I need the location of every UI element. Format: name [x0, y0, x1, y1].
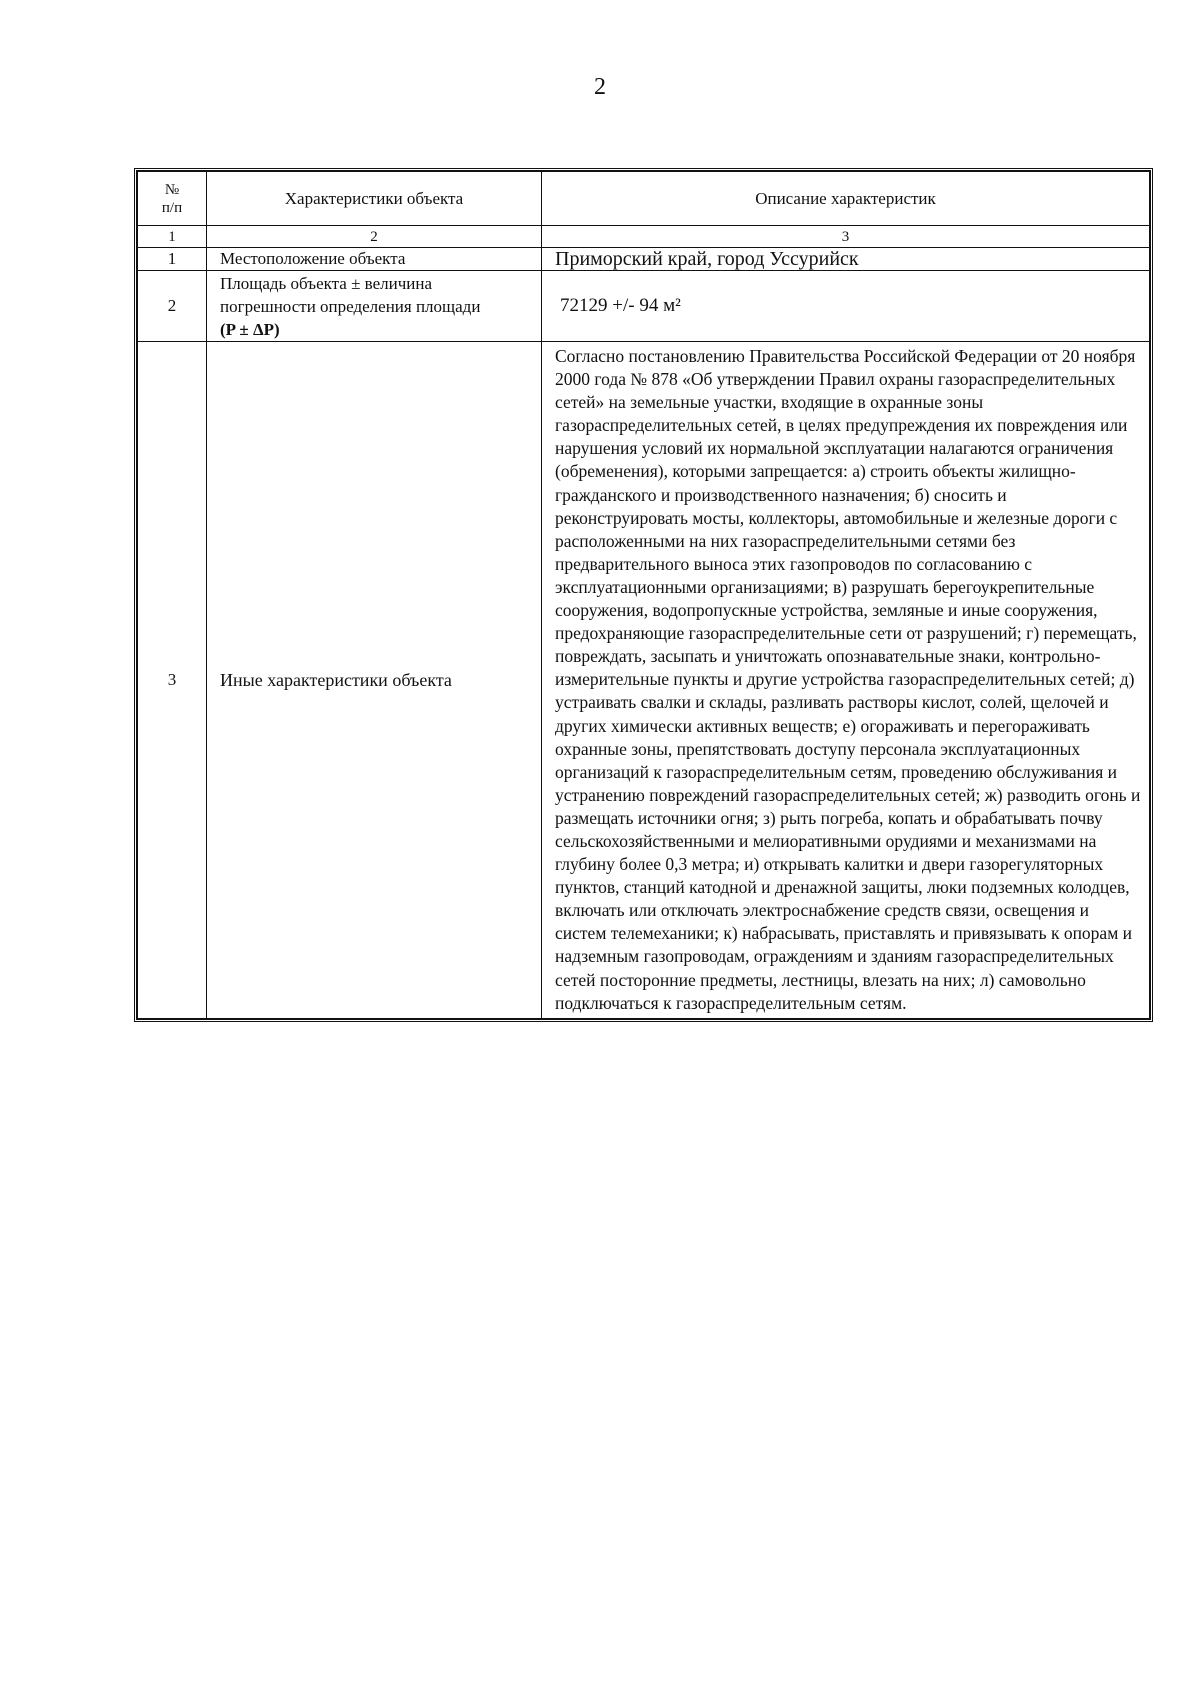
- row-characteristic: Иные характеристики объекта: [207, 342, 542, 1019]
- column-index-3: 3: [542, 226, 1150, 248]
- header-number-cell: [138, 172, 207, 226]
- row-characteristic: Местоположение объекта: [207, 248, 542, 271]
- row-characteristic: [207, 271, 542, 342]
- header-description-cell: Описание характеристик: [542, 172, 1150, 226]
- row-description: 72129 +/- 94 м²: [542, 271, 1150, 342]
- table-header-row: [138, 172, 1150, 226]
- area-label-line1: Площадь объекта ± величина: [220, 273, 433, 293]
- page-number: 2: [594, 74, 606, 100]
- area-label-line2: погрешности определения площади: [220, 296, 481, 316]
- row-description: Приморский край, город Уссурийск: [542, 248, 1150, 271]
- table-row: [138, 271, 1150, 342]
- row-number: 1: [138, 248, 207, 271]
- characteristics-table: [137, 171, 1150, 1019]
- characteristics-table-frame: [134, 168, 1153, 1022]
- header-characteristics-cell: Характеристики объекта: [207, 172, 542, 226]
- row-description: Согласно постановлению Правительства Российской Федерации от 20 ноября 2000 года № 878 «Об утверждении Правил охраны газораспределительных сетей» на земельные участки, входящие в охранные зоны газораспределительных сетей, в целях предупреждения их повреждения или нарушения условий их нормальной эксплуатации налагаются ограничения (обременения), которыми запрещается: а) строить объекты жилищно-гражданского и производственного назначения; б) сносить и реконструировать мосты, коллекторы, автомобильные и железные дороги с расположенными на них газораспределительными сетями без предварительного выноса этих газопроводов по согласованию с эксплуатационными организациями; в) разрушать берегоукрепительные сооружения, водопропускные устройства, земляные и иные сооружения, предохраняющие газораспределительные сети от разрушений; г) перемещать, повреждать, засыпать и уничтожать опознавательные знаки, контрольно-измерительные пункты и другие устройства газораспределительных сетей; д) устраивать свалки и склады, разливать растворы кислот, солей, щелочей и других химически активных веществ; е) огораживать и перегораживать охранные зоны, препятствовать доступу персонала эксплуатационных организаций к газораспределительным сетям, проведению обслуживания и устранению повреждений газораспределительных сетей; ж) разводить огонь и размещать источники огня; з) рыть погреба, копать и обрабатывать почву сельскохозяйственными и мелиоративными орудиями и механизмами на глубину более 0,3 метра; и) открывать калитки и двери газорегуляторных пунктов, станций катодной и дренажной защиты, люки подземных колодцев, включать или отключать электроснабжение средств связи, освещения и систем телемеханики; к) набрасывать, приставлять и привязывать к опорам и надземным газопроводам, ограждениям и зданиям газораспределительных сетей посторонние предметы, лестницы, влезать на них; л) самовольно подключаться к газораспределительным сетям.: [542, 342, 1150, 1019]
- table-row: [138, 248, 1150, 271]
- header-number-symbol: №: [164, 181, 180, 198]
- table-row: [138, 342, 1150, 1019]
- row-number: 2: [138, 271, 207, 342]
- header-number-abbrev: п/п: [161, 199, 183, 216]
- column-index-row: [138, 226, 1150, 248]
- area-formula: (P ± ΔP): [220, 319, 280, 339]
- column-index-2: 2: [207, 226, 542, 248]
- column-index-1: 1: [138, 226, 207, 248]
- row-number: 3: [138, 342, 207, 1019]
